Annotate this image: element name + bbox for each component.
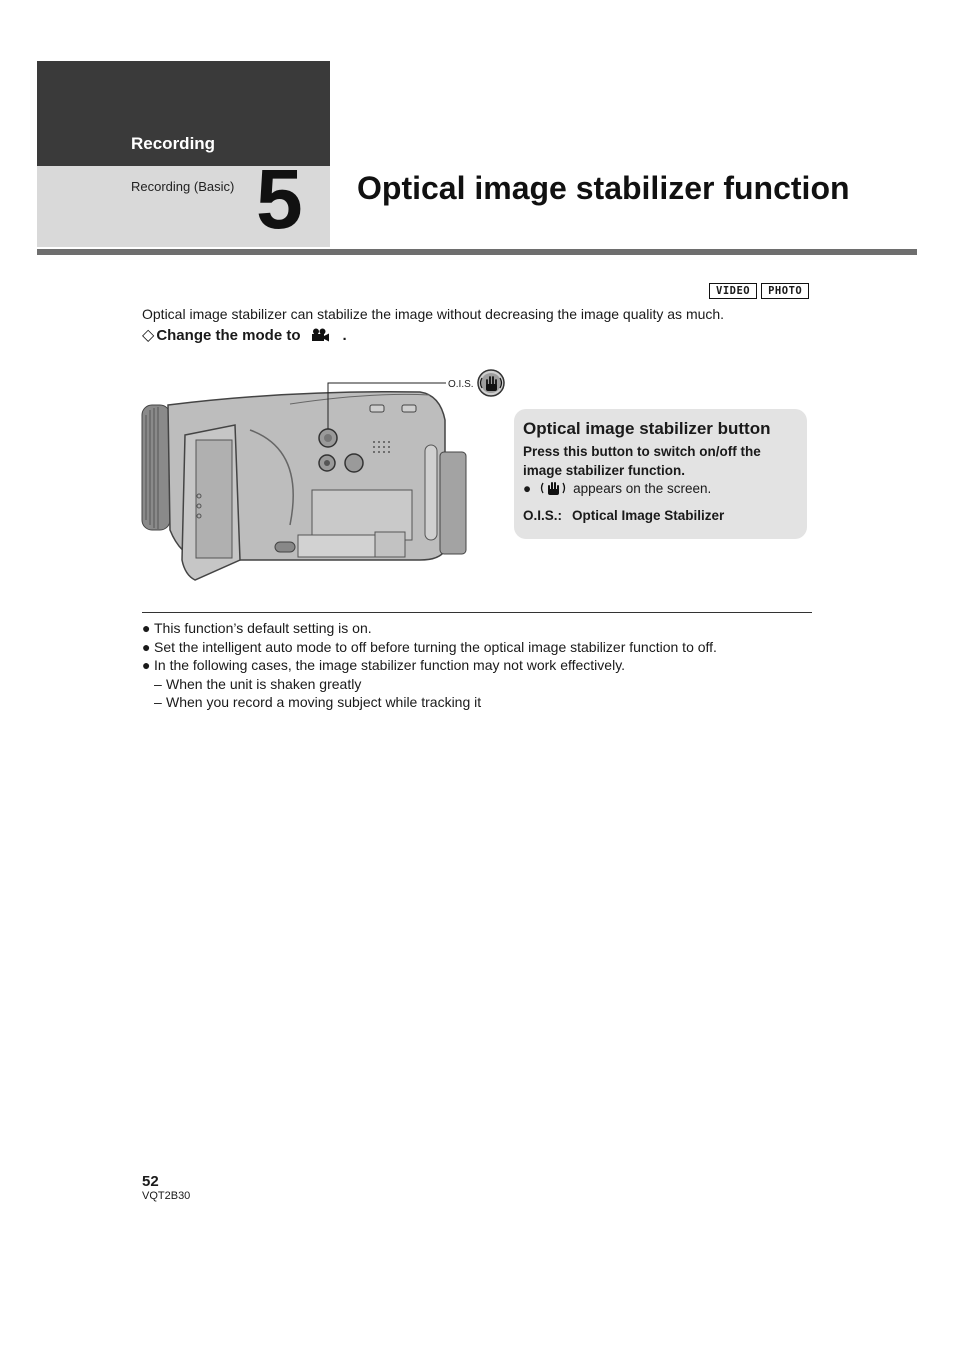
step-end: .	[342, 326, 347, 344]
bullet-icon: ●	[523, 480, 532, 496]
dash-icon: –	[154, 694, 162, 710]
camcorder-diagram	[140, 360, 520, 590]
chapter-number: 5	[256, 152, 303, 246]
notes-list	[142, 619, 822, 712]
list-item: ● Set the intelligent auto mode to off before turning the optical image stabilizer function to off.	[142, 638, 717, 655]
step-text: Change the mode to	[156, 326, 301, 344]
abbr-definition: Optical Image Stabilizer	[572, 508, 725, 523]
callout-note-text: appears on the screen.	[573, 480, 712, 496]
intro-text: Optical image stabilizer can stabilize the image without decreasing the image quality as much.	[142, 306, 725, 322]
ois-hand-icon	[478, 370, 504, 396]
section-label: Recording	[131, 134, 216, 153]
video-badge: VIDEO	[709, 283, 757, 299]
photo-badge: PHOTO	[761, 283, 809, 299]
callout-note	[523, 480, 711, 496]
abbr-term: O.I.S.:	[523, 508, 563, 523]
title-divider	[37, 249, 917, 255]
sub-list-item: – When you record a moving subject while tracking it	[154, 694, 482, 710]
list-item: ● This function’s default setting is on.	[142, 620, 372, 636]
list-item: ● In the following cases, the image stabilizer function may not work effectively.	[142, 657, 626, 673]
chapter-subtitle: Recording (Basic)	[131, 179, 235, 194]
dash-icon: –	[154, 675, 162, 692]
mode-badges	[709, 283, 809, 299]
ois-hand-icon	[539, 480, 567, 496]
bullet-icon: ●	[142, 638, 151, 655]
video-mode-icon	[310, 328, 330, 342]
abbreviation	[523, 508, 724, 523]
page-title: Optical image stabilizer function	[357, 170, 850, 206]
step-instruction	[142, 325, 347, 345]
ois-label: O.I.S.	[448, 379, 474, 390]
model-code: VQT2B30	[142, 1190, 191, 1202]
bullet-icon: ●	[142, 657, 151, 673]
callout-description: Press this button to switch on/off the image stabilizer function.	[523, 444, 761, 478]
callout-title: Optical image stabilizer button	[523, 419, 771, 438]
bullet-icon: ●	[142, 620, 151, 636]
sub-list-item: – When the unit is shaken greatly	[154, 675, 362, 692]
step-symbol: ◇	[142, 327, 155, 344]
page-number: 52	[142, 1173, 159, 1190]
notes-divider	[142, 612, 812, 613]
